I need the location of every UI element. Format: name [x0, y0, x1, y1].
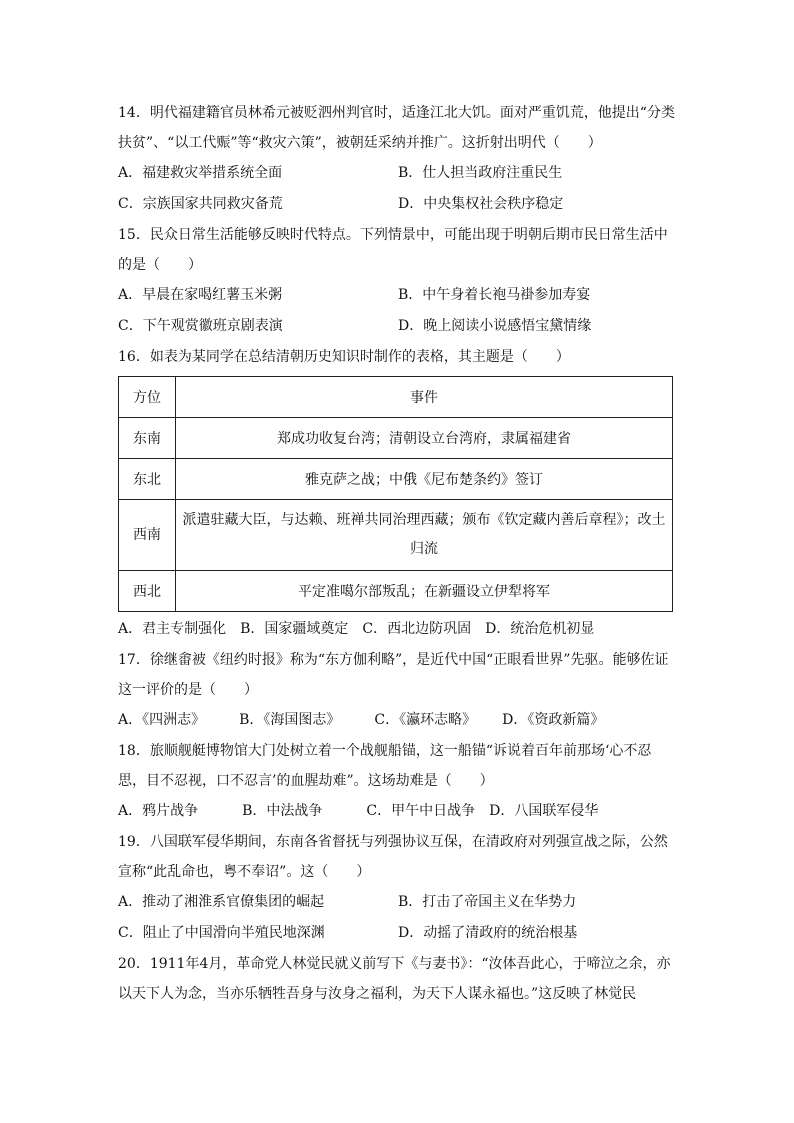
- question-18-option-c: C．甲午中日战争: [366, 803, 476, 819]
- question-18-options: [118, 796, 678, 827]
- question-16-table: [118, 376, 673, 612]
- table-cell-event: 郑成功收复台湾；清朝设立台湾府，隶属福建省: [176, 418, 673, 459]
- question-15-option-a: A．早晨在家喝红薯玉米粥: [118, 287, 283, 303]
- question-15-options: [118, 280, 678, 342]
- question-19-option-a: A．推动了湘淮系官僚集团的崛起: [118, 894, 325, 910]
- question-14-stem: 14．明代福建籍官员林希元被贬泗州判官时，适逢江北大饥。面对严重饥荒，他提出“分类扶贫”、“以工代赈”等“救灾六策”，被朝廷采纳并推广。这折射出明代（ ）: [118, 105, 675, 151]
- question-17-option-c: C．《瀛环志略》: [374, 712, 477, 728]
- question-17-option-d: D．《资政新篇》: [502, 712, 605, 728]
- question-19-stem: 19．八国联军侵华期间，东南各省督抚与列强协议互保，在清政府对列强宣战之际，公然宣称“此乱命也，粤不奉诏”。这（ ）: [118, 834, 668, 880]
- question-18-option-b: B．中法战争: [242, 803, 323, 819]
- table-row: [119, 500, 673, 571]
- question-17-stem: 17．徐继畬被《纽约时报》称为“东方伽利略”，是近代中国“正眼看世界”先驱。能够佐证这一评价的是（ ）: [118, 652, 669, 698]
- table-header-direction: 方位: [119, 377, 176, 418]
- table-cell-event: 派遣驻藏大臣，与达赖、班禅共同治理西藏；颁布《钦定藏内善后章程》；改土归流: [176, 500, 673, 571]
- table-header-row: [119, 377, 673, 418]
- question-17-option-a: A．《四洲志》: [118, 712, 206, 728]
- question-14-option-c: C．宗族国家共同救灾备荒: [118, 196, 283, 212]
- question-16-option-d: D．统治危机初显: [485, 621, 595, 637]
- table-cell-direction: 东北: [119, 459, 176, 500]
- question-20-stem: 20．1911年4月，革命党人林觉民就义前写下《与妻书》：“汝体吾此心，于啼泣之余，亦以天下人为念，当亦乐牺牲吾身与汝身之福利，为天下人谋永福也。”这反映了林觉民: [118, 956, 671, 1002]
- table-row: [119, 571, 673, 612]
- question-16-option-a: A．君主专制强化: [118, 621, 227, 637]
- question-18-stem: 18．旅顺舰艇博物馆大门处树立着一个战舰船锚，这一船锚“诉说着百年前那场‘心不忍思，目不忍视，口不忍言’的血腥劫难”。这场劫难是（ ）: [118, 743, 652, 789]
- question-15-stem: 15．民众日常生活能够反映时代特点。下列情景中，可能出现于明朝后期市民日常生活中的是（ ）: [118, 227, 668, 273]
- table-cell-event: 雅克萨之战；中俄《尼布楚条约》签订: [176, 459, 673, 500]
- question-15-option-d: D．晚上阅读小说感悟宝黛情缘: [398, 318, 592, 334]
- question-14-option-d: D．中央集权社会秩序稳定: [398, 196, 564, 212]
- question-14-options: [118, 158, 678, 220]
- table-cell-direction: 西北: [119, 571, 176, 612]
- question-19-option-d: D．动摇了清政府的统治根基: [398, 925, 578, 941]
- question-16-stem: 16．如表为某同学在总结清朝历史知识时制作的表格，其主题是（ ）: [118, 349, 570, 365]
- table-cell-direction: 西南: [119, 500, 176, 571]
- question-16-options: [118, 614, 678, 645]
- table-row: [119, 459, 673, 500]
- question-19-option-b: B．打击了帝国主义在华势力: [398, 894, 577, 910]
- question-15-option-c: C．下午观赏徽班京剧表演: [118, 318, 283, 334]
- exam-page: [118, 98, 678, 1009]
- question-19-option-c: C．阻止了中国滑向半殖民地深渊: [118, 925, 325, 941]
- question-14-option-b: B．仕人担当政府注重民生: [398, 165, 563, 181]
- question-17-options: [118, 705, 678, 736]
- question-16-option-b: B．国家疆域奠定: [240, 621, 349, 637]
- table-row: [119, 418, 673, 459]
- table-header-event: 事件: [176, 377, 673, 418]
- question-18-option-a: A．鸦片战争: [118, 803, 199, 819]
- question-14-option-a: A．福建救灾举措系统全面: [118, 165, 283, 181]
- question-18-option-d: D．八国联军侵华: [489, 803, 599, 819]
- question-15-option-b: B．中午身着长袍马褂参加寿宴: [398, 287, 591, 303]
- question-19-options: [118, 887, 678, 949]
- question-17-option-b: B．《海国图志》: [239, 712, 341, 728]
- table-cell-direction: 东南: [119, 418, 176, 459]
- table-cell-event: 平定准噶尔部叛乱；在新疆设立伊犁将军: [176, 571, 673, 612]
- question-16-option-c: C．西北边防巩固: [362, 621, 472, 637]
